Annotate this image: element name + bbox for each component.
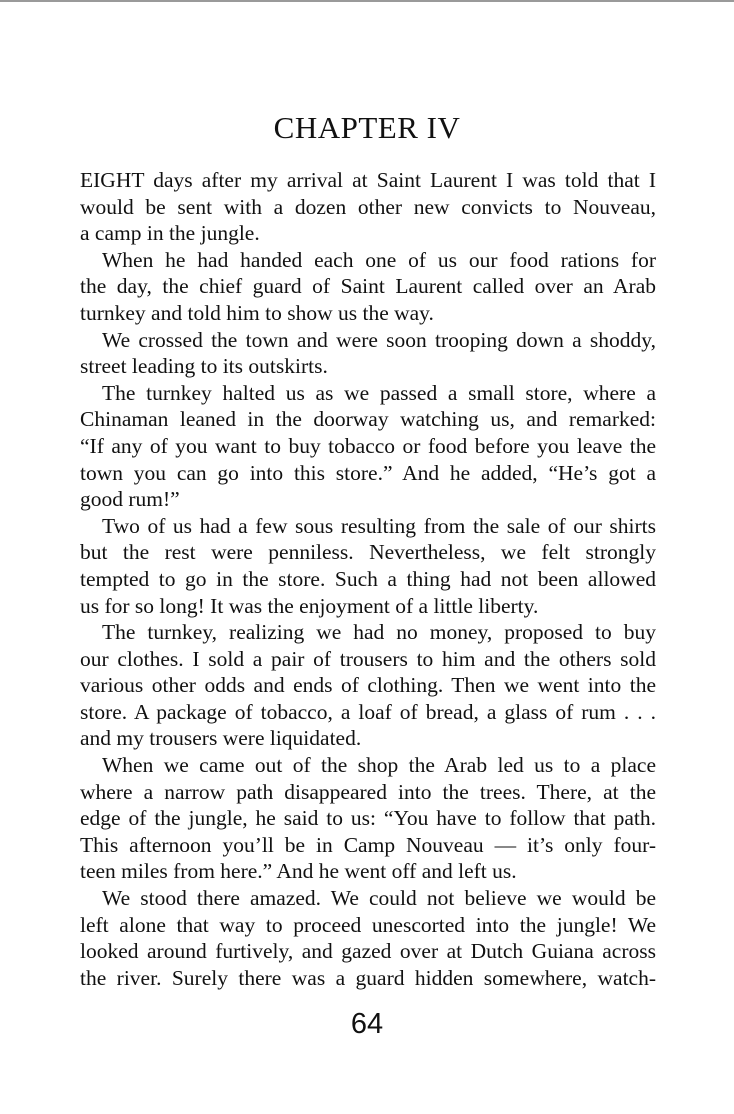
- text-line: We stood there amazed. We could not believe we would be: [102, 886, 656, 911]
- page-number: 64: [350, 1008, 384, 1040]
- text-line: We crossed the town and were soon trooping down a shoddy,: [102, 327, 656, 352]
- text-line: us for so long! It was the enjoyment of a little liberty.: [80, 593, 539, 618]
- text-line: teen miles from here.” And he went off and left us.: [80, 859, 517, 884]
- text-line: the day, the chief guard of Saint Laurent called over an Arab: [80, 274, 656, 299]
- text-line: our clothes. I sold a pair of trousers to him and the others sold: [80, 646, 656, 671]
- text-line: The turnkey halted us as we passed a small store, where a: [102, 380, 656, 405]
- text-line: and my trousers were liquidated.: [80, 726, 362, 751]
- text-line: The turnkey, realizing we had no money, proposed to buy: [102, 620, 656, 645]
- text-line: the river. Surely there was a guard hidden somewhere, watch-: [80, 965, 656, 990]
- text-line: where a narrow path disappeared into the trees. There, at the: [80, 779, 656, 804]
- text-line: Two of us had a few sous resulting from the sale of our shirts: [102, 513, 656, 538]
- text-line: street leading to its outskirts.: [80, 354, 328, 379]
- text-line: looked around furtively, and gazed over at Dutch Guiana across: [80, 939, 656, 964]
- chapter-title: CHAPTER IV: [273, 110, 461, 145]
- text-line: store. A package of tobacco, a loaf of bread, a glass of rum . . .: [80, 699, 656, 724]
- text-line: good rum!”: [80, 487, 180, 512]
- text-line: When we came out of the shop the Arab led us to a place: [102, 753, 656, 778]
- text-line: but the rest were penniless. Nevertheless, we felt strongly: [80, 540, 656, 565]
- text-line: edge of the jungle, he said to us: “You have to follow that path.: [80, 806, 656, 831]
- text-line: This afternoon you’ll be in Camp Nouveau — it’s only four-: [80, 832, 656, 857]
- text-line: When he had handed each one of us our food rations for: [102, 247, 656, 272]
- text-line: various other odds and ends of clothing. Then we went into the: [80, 673, 656, 698]
- text-line: EIGHT days after my arrival at Saint Laurent I was told that I: [80, 168, 656, 192]
- text-line: tempted to go in the store. Such a thing had not been allowed: [80, 566, 656, 591]
- text-line: a camp in the jungle.: [80, 221, 260, 246]
- text-line: “If any of you want to buy tobacco or food before you leave the: [80, 433, 656, 458]
- body-text: [80, 167, 656, 991]
- text-line: town you can go into this store.” And he added, “He’s got a: [80, 460, 656, 485]
- text-line: left alone that way to proceed unescorted into the jungle! We: [80, 912, 656, 937]
- page-top-edge: [0, 0, 734, 2]
- text-line: would be sent with a dozen other new convicts to Nouveau,: [80, 194, 656, 219]
- text-line: turnkey and told him to show us the way.: [80, 300, 434, 325]
- text-line: Chinaman leaned in the doorway watching us, and remarked:: [80, 407, 656, 432]
